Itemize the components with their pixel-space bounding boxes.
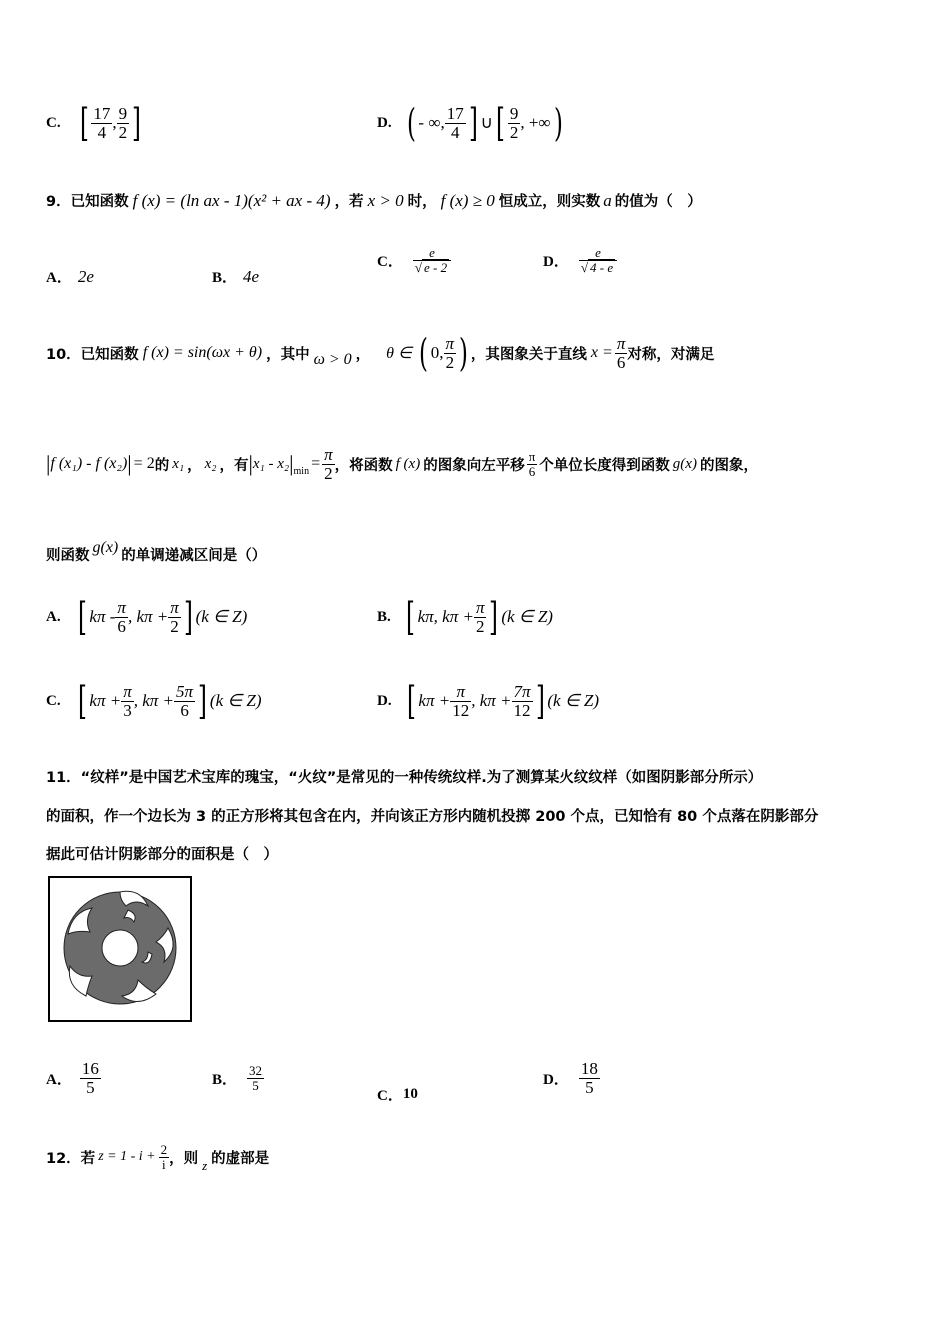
q8-c-frac-a: $\frac{17}{4}$ [93,103,111,142]
q12-z: z [202,1158,208,1173]
q8-option-c: C. [ $\frac{17}{4}$ , $\frac{9}{2}$ ] [46,101,142,145]
q8-d-right: , +∞ [520,113,551,132]
q10-min-fraction: $\frac{\pi}{2}$ [324,445,333,483]
q10-condition: ω > 0 [313,351,352,368]
left-bracket: [ [79,101,89,145]
q12-number: 12．若 [46,1150,96,1167]
fire-pattern-figure [48,876,192,1022]
q10-fx: f (x) [395,455,421,472]
q10-text: 个单位长度得到函数 [539,457,670,474]
q11-stem-line1: 11．“纹样”是中国艺术宝库的瑰宝，“火纹”是常见的一种传统纹样.为了测算某火纹纹样（如图阴影部分所示） [46,770,763,786]
q11-c-value: 10 [402,1086,418,1102]
union-symbol: ∪ [480,113,493,132]
q10-interval-left: 0, [430,343,444,362]
q10-text: ，其中 [266,346,310,363]
q10-stem-line3 [46,538,267,565]
q12-fraction: $\frac{2}{i}$ [160,1141,168,1172]
q10-text: 的图象， [699,457,758,474]
q9-a-label: A． [46,270,72,286]
q9-variable: a [603,190,612,210]
q10-d-tail: (k ∈ Z) [547,691,600,710]
abs-bar: | [289,451,294,477]
q10-d-frac1: $\frac{\pi}{12}$ [452,681,470,720]
q8-d-label: D. [377,114,392,131]
fire-pattern-image [50,878,190,1020]
q10-a-tail: (k ∈ Z) [195,607,248,626]
q11-d-fraction: $\frac{18}{5}$ [580,1059,598,1097]
right-paren: ) [553,101,563,145]
abs-bar: | [127,451,132,477]
q10-a-frac2: $\frac{\pi}{2}$ [170,597,179,636]
abs-bar: | [46,451,51,477]
q8-d-left: - ∞, [418,113,445,132]
left-paren: ( [418,331,428,375]
q11-c-label: C． [377,1088,403,1104]
q10-d-left: kπ + [418,691,451,710]
q9-b-value: 4e [243,266,260,286]
q10-d-frac2: $\frac{7\pi}{12}$ [513,681,531,720]
q10-b-tail: (k ∈ Z) [501,607,553,626]
q10-theta-fraction: $\frac{\pi}{2}$ [445,333,455,372]
q8-c-label: C. [46,114,61,131]
q9-text: 时， [407,194,437,210]
q8-c-frac-b: $\frac{9}{2}$ [118,103,128,142]
q10-text: 的 [154,457,170,474]
q10-abs-difference: x₁ - x₂ [252,455,290,472]
q10-shift-fraction: $\frac{\pi}{6}$ [528,449,536,479]
q10-c-left: kπ + [89,691,122,710]
q10-c-frac2: $\frac{5\pi}{6}$ [176,681,194,720]
q9-b-label: B． [212,270,238,286]
q9-condition: x > 0 [367,190,404,210]
q10-text: ，将函数 [334,457,393,474]
q10-equals-2: = 2 [133,455,155,473]
q10-text: ，其图象关于直线 [470,346,587,363]
left-bracket: [ [495,101,505,145]
left-bracket: [ [406,679,416,723]
q10-a-frac1: $\frac{\pi}{6}$ [117,597,126,636]
right-bracket: ] [468,101,478,145]
q8-d-frac-b: $\frac{9}{2}$ [509,103,519,142]
q10-function: f (x) = sin(ωx + θ) [142,344,263,361]
q10-text: 的单调递减区间是（） [121,548,267,564]
q11-option-a [46,1060,101,1097]
q10-option-c [46,679,262,723]
q10-option-b [377,595,553,639]
abs-bar: | [248,451,253,477]
q11-b-fraction: $\frac{32}{5}$ [249,1063,263,1093]
q10-d-label: D. [377,692,392,709]
q12-expression: z = 1 - i + [98,1149,156,1164]
left-bracket: [ [405,595,415,639]
q9-option-d [543,246,617,274]
q10-c-frac1: $\frac{\pi}{3}$ [123,681,132,720]
q10-text: ， [355,346,371,363]
q9-d-fraction: $\frac{e}{√ 4 - e}$ [579,246,617,274]
q10-text: ，有 [219,457,249,474]
q10-b-frac: $\frac{\pi}{2}$ [475,597,485,636]
q11-option-b [212,1064,264,1092]
q9-option-c [377,246,451,274]
q8-option-d [377,101,565,145]
q10-gx: g(x) [92,538,119,556]
right-bracket: ] [489,595,499,639]
q10-b-label: B. [377,608,391,625]
q10-text: 则函数 [46,548,90,564]
q10-stem-line2 [46,446,758,483]
q9-a-value: 2e [77,266,94,286]
right-bracket: ] [183,595,193,639]
q8-d-frac-a: $\frac{17}{4}$ [446,103,464,142]
q10-gx: g(x) [672,455,697,472]
q9-c-label: C． [377,253,403,270]
q9-text: 的值为（ ） [614,194,702,210]
q9-option-a [46,266,94,287]
q11-b-label: B． [212,1071,238,1088]
q10-a-label: A. [46,608,61,625]
q10-a-right: , kπ + [127,607,169,626]
q10-equals: = [311,455,321,473]
q11-d-label: D． [543,1071,569,1088]
q11-stem-line2: 的面积，作一个边长为 3 的正方形将其包含在内，并向该正方形内随机投掷 200 个点，已知恰有 80 个点落在阴影部分 [46,809,819,825]
q12-text: ，则 [169,1150,199,1167]
q10-abs-expression: f (x₁) - f (x₂) [50,455,128,473]
q9-stem [46,190,702,211]
q10-stem-line1 [46,331,715,375]
q10-c-label: C. [46,692,61,709]
q9-c-fraction: $\frac{e}{√ e - 2}$ [413,246,451,274]
left-bracket: [ [77,595,87,639]
right-bracket: ] [198,679,207,723]
q10-x-equals: x = [590,344,613,361]
q9-option-b [212,266,259,287]
left-paren: ( [406,101,416,145]
q9-text: ，若 [334,194,364,210]
q10-a-left: kπ - [89,607,116,626]
q10-number: 10．已知函数 [46,346,139,363]
q9-condition2: f (x) ≥ 0 [440,190,495,210]
right-paren: ) [459,331,468,375]
q10-d-right: , kπ + [471,691,512,710]
q9-number: 9．已知函数 [46,194,129,210]
q11-option-c [377,1084,418,1105]
q10-text: 对称，对满足 [627,346,715,363]
q10-text: 的图象向左平移 [423,457,525,474]
q10-theta: θ ∈ [386,345,412,362]
q10-axis-fraction: $\frac{\pi}{6}$ [616,333,626,372]
q10-text: ， [187,457,202,474]
q10-min-subscript: min [293,465,310,477]
q10-c-right: , kπ + [133,691,175,710]
q11-stem-line3: 据此可估计阴影部分的面积是（ ） [46,847,278,863]
q12-text: 的虚部是 [211,1150,270,1167]
q9-d-label: D． [543,253,569,270]
q9-text: 恒成立，则实数 [498,194,601,210]
right-bracket: ] [535,679,545,723]
q12-stem [46,1140,269,1174]
q11-option-d [543,1060,600,1097]
q10-c-tail: (k ∈ Z) [209,691,262,710]
q10-b-left: kπ, kπ + [417,607,474,626]
q10-x1: x₁ [172,455,185,472]
q10-option-d [377,679,600,723]
q9-function: f (x) = (ln ax - 1)(x² + ax - 4) [132,190,331,210]
q11-a-label: A． [46,1071,72,1088]
left-bracket: [ [77,679,87,723]
right-bracket: ] [132,101,142,145]
q10-x2: x₂ [204,455,217,472]
q10-option-a [46,595,248,639]
q11-a-fraction: $\frac{16}{5}$ [81,1059,99,1097]
